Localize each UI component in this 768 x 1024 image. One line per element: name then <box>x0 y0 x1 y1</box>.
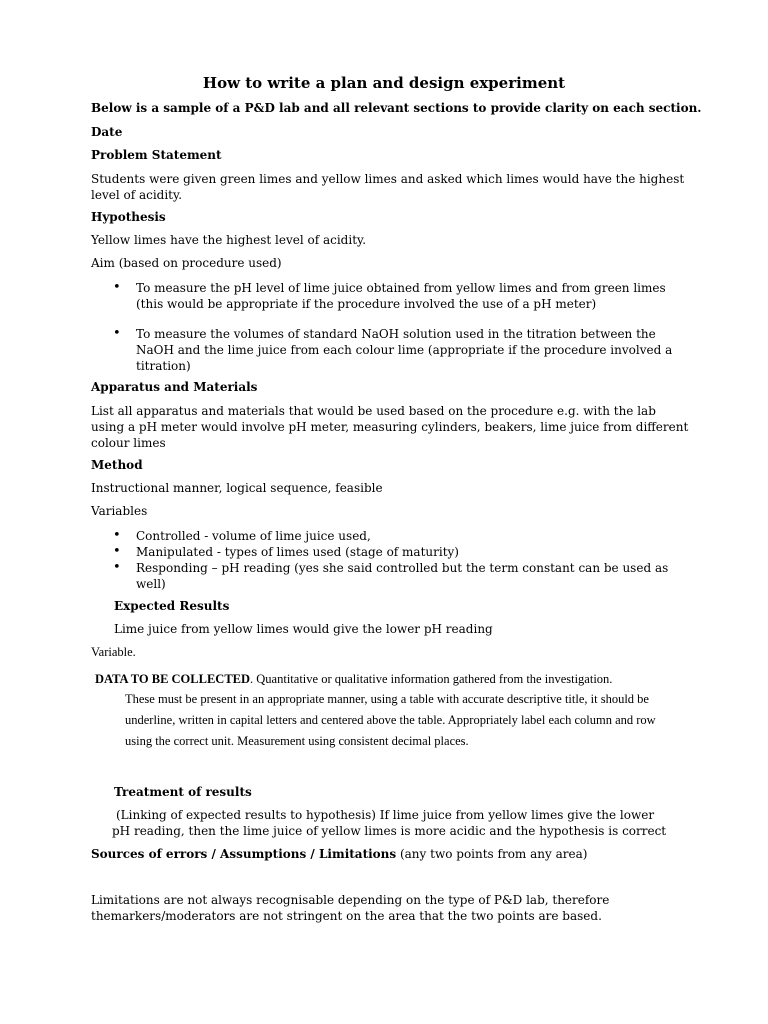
list-item: • To measure the pH level of lime juice obtained from yellow limes and from green limes (this would be appropriate if the procedure involved the use of a pH meter) <box>91 280 691 312</box>
variables-heading: Variables <box>91 504 148 518</box>
problem-heading: Problem Statement <box>91 148 222 162</box>
treatment-line-1: (Linking of expected results to hypothesis) If lime juice from yellow limes give the lower <box>116 808 655 822</box>
list-item: • To measure the volumes of standard NaOH solution used in the titration between the NaOH and the lime juice from each colour lime (appropriate if the procedure involved a titration) <box>91 326 691 374</box>
treatment-heading: Treatment of results <box>114 785 252 799</box>
data-collected-lead: . Quantitative or qualitative information gathered from the investigation. <box>250 672 613 686</box>
hypothesis-text: Yellow limes have the highest level of acidity. <box>91 233 367 247</box>
expected-text: Lime juice from yellow limes would give the lower pH reading <box>114 622 493 636</box>
intro-text: Below is a sample of a P&D lab and all relevant sections to provide clarity on each section. <box>91 101 702 115</box>
data-collected-heading: DATA TO BE COLLECTED <box>95 672 251 686</box>
method-text: Instructional manner, logical sequence, feasible <box>91 481 383 495</box>
data-collected-text: These must be present in an appropriate manner, using a table with accurate descriptive title, it should be underline, written in capital letters and centered above the table. Appropriately label each column and row using the correct unit. Measurement using consistent decimal places. <box>125 692 656 748</box>
data-collected-line <box>95 672 612 687</box>
sources-note: (any two points from any area) <box>396 847 588 861</box>
variable-word: Variable. <box>91 645 136 659</box>
expected-heading: Expected Results <box>114 599 230 613</box>
treatment-line-2: pH reading, then the lime juice of yellow limes is more acidic and the hypothesis is correct <box>112 824 667 838</box>
list-item: • Controlled - volume of lime juice used, <box>91 528 691 544</box>
hypothesis-heading: Hypothesis <box>91 210 166 224</box>
apparatus-heading: Apparatus and Materials <box>91 380 258 394</box>
date-heading: Date <box>91 125 123 139</box>
variables-list <box>91 528 691 592</box>
aim-list <box>91 280 691 374</box>
list-item: • Manipulated - types of limes used (stage of maturity) <box>91 544 691 560</box>
problem-text: Students were given green limes and yellow limes and asked which limes would have the highest level of acidity. <box>91 172 685 202</box>
page-title: How to write a plan and design experiment <box>202 74 566 92</box>
aim-heading: Aim (based on procedure used) <box>91 256 282 270</box>
apparatus-text: List all apparatus and materials that would be used based on the procedure e.g. with the lab using a pH meter would involve pH meter, measuring cylinders, beakers, lime juice from different colour limes <box>91 404 689 450</box>
sources-heading: Sources of errors / Assumptions / Limitations <box>91 847 397 861</box>
method-heading: Method <box>91 458 143 472</box>
limitations-text: Limitations are not always recognisable depending on the type of P&D lab, therefore themarkers/moderators are not stringent on the area that the two points are based. <box>91 893 610 923</box>
sources-line <box>91 847 587 861</box>
list-item: • Responding – pH reading (yes she said controlled but the term constant can be used as well) <box>91 560 691 592</box>
